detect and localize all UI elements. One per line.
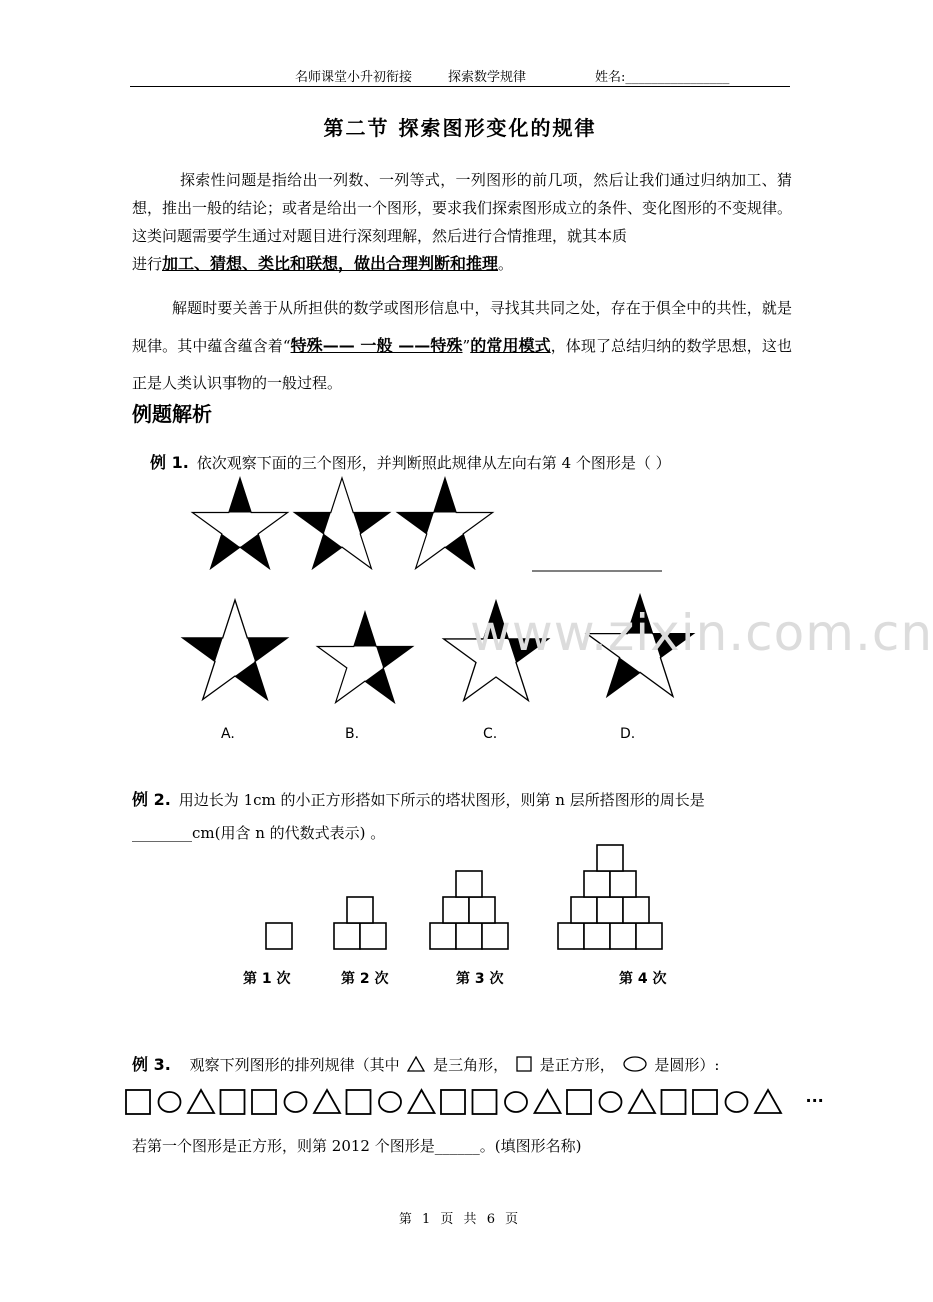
sequence-square — [221, 1090, 245, 1114]
intro-p1-bold: 加工、猜想、类比和联想，做出合理判断和推理 — [162, 254, 499, 273]
intro-p2-bold1: 特殊—— 一般 ——特殊 — [290, 336, 463, 355]
sequence-square — [473, 1090, 497, 1114]
intro-p2-c: ，体现了总结归纳的数学思想，这也正是人类认识事物的一般过程。 — [132, 337, 792, 392]
tower-1-square — [266, 923, 292, 949]
example-2-answer-line: ________cm(用含 n 的代数式表示) 。 — [132, 824, 386, 842]
tower-3 — [430, 871, 508, 949]
sequence-ellipsis: ··· — [805, 1091, 824, 1110]
option-b-label[interactable]: B. — [345, 726, 360, 742]
circle-icon — [623, 1056, 647, 1072]
intro-p1-line — [84, 250, 513, 278]
star-figures — [170, 480, 710, 720]
sequence-circle — [285, 1092, 307, 1112]
sequence-triangle — [755, 1090, 781, 1113]
option-a-label[interactable]: A. — [221, 726, 235, 742]
page-header — [130, 64, 790, 87]
sequence-triangle — [314, 1090, 340, 1113]
option-d-label[interactable]: D. — [620, 726, 636, 742]
example-2-text: 用边长为 1cm 的小正方形搭如下所示的塔状图形，则第 n 层所搭图形的周长是 — [178, 791, 705, 809]
triangle-icon — [407, 1056, 425, 1072]
star-3 — [397, 478, 492, 569]
example-3-question — [132, 1052, 719, 1075]
sequence-square — [567, 1090, 591, 1114]
example-3-text-b: 是三角形， — [433, 1056, 509, 1074]
example-1-label: 例 1. — [150, 453, 189, 472]
example-1-question — [150, 450, 671, 473]
caption-1: 第 1 次 — [243, 971, 291, 987]
example-2-label: 例 2. — [132, 790, 171, 809]
header-course: 名师课堂小升初衔接 — [295, 70, 413, 85]
example-3-text-c: 是正方形， — [539, 1056, 615, 1074]
intro-p1-text: 探索性问题是指给出一列数、一列等式，一列图形的前几项，然后让我们通过归纳加工、猜想，推出一般的结论；或者是给出一个图形，要求我们探索图形成立的条件、变化图形的不变规律。这类问题需要学生通过对题目进行深刻理解，然后进行合情推理，就其本质 — [132, 171, 793, 245]
caption-4: 第 4 次 — [619, 971, 667, 987]
option-a-star — [183, 600, 288, 700]
page-title: 第二节 探索图形变化的规律 — [323, 116, 597, 140]
watermark: www.zixin.com.cn — [470, 604, 933, 662]
sequence-square — [662, 1090, 686, 1114]
example-3-label: 例 3. — [132, 1055, 171, 1074]
sequence-square — [347, 1090, 371, 1114]
shape-sequence — [124, 1086, 824, 1118]
example-1-text: 依次观察下面的三个图形，并判断照此规律从左向右第 4 个图形是（ ） — [196, 454, 671, 472]
caption-2: 第 2 次 — [341, 971, 389, 987]
star-2 — [294, 478, 389, 569]
sequence-triangle — [409, 1090, 435, 1113]
tower-figures — [260, 840, 680, 955]
example-3-text-a: 观察下列图形的排列规律（其中 — [189, 1056, 400, 1074]
sequence-circle — [726, 1092, 748, 1112]
intro-p2-a: 解题时要关善于从所担供的数学或图形信息中，寻找其共同之处，存在于俱全中的共性，就是规律。其中蕴含蕴含着“ — [132, 299, 792, 355]
intro-p2-b: ” — [462, 337, 471, 355]
sequence-triangle — [188, 1090, 214, 1113]
page-footer: 第 1 页 共 6 页 — [398, 1212, 522, 1227]
example-3-prompt: 若第一个图形是正方形，则第 2012 个图形是______。(填图形名称) — [132, 1137, 582, 1155]
example-2-question — [132, 787, 705, 810]
sequence-square — [126, 1090, 150, 1114]
header-name-field: 姓名:________________ — [595, 70, 730, 85]
sequence-triangle — [629, 1090, 655, 1113]
intro-paragraph-2 — [132, 290, 792, 402]
example-3-text-d: 是圆形）: — [654, 1056, 720, 1074]
sequence-circle — [379, 1092, 401, 1112]
intro-p2-bold2: 的常用模式 — [470, 336, 551, 355]
sequence-triangle — [535, 1090, 561, 1113]
star-1 — [192, 478, 287, 569]
sequence-circle — [505, 1092, 527, 1112]
sequence-circle — [600, 1092, 622, 1112]
sequence-square — [252, 1090, 276, 1114]
tower-2 — [334, 897, 386, 949]
option-c-label[interactable]: C. — [483, 726, 498, 742]
intro-p1-end: 。 — [498, 255, 514, 273]
sequence-square — [441, 1090, 465, 1114]
tower-4 — [558, 845, 662, 949]
header-topic: 探索数学规律 — [448, 70, 527, 85]
square-icon — [516, 1056, 532, 1072]
intro-p1-pre: 进行 — [132, 255, 163, 273]
option-b-star — [317, 612, 412, 703]
sequence-square — [693, 1090, 717, 1114]
intro-paragraph-1 — [132, 166, 792, 278]
sequence-circle — [159, 1092, 181, 1112]
section-title: 例题解析 — [132, 402, 212, 426]
caption-3: 第 3 次 — [456, 971, 504, 987]
